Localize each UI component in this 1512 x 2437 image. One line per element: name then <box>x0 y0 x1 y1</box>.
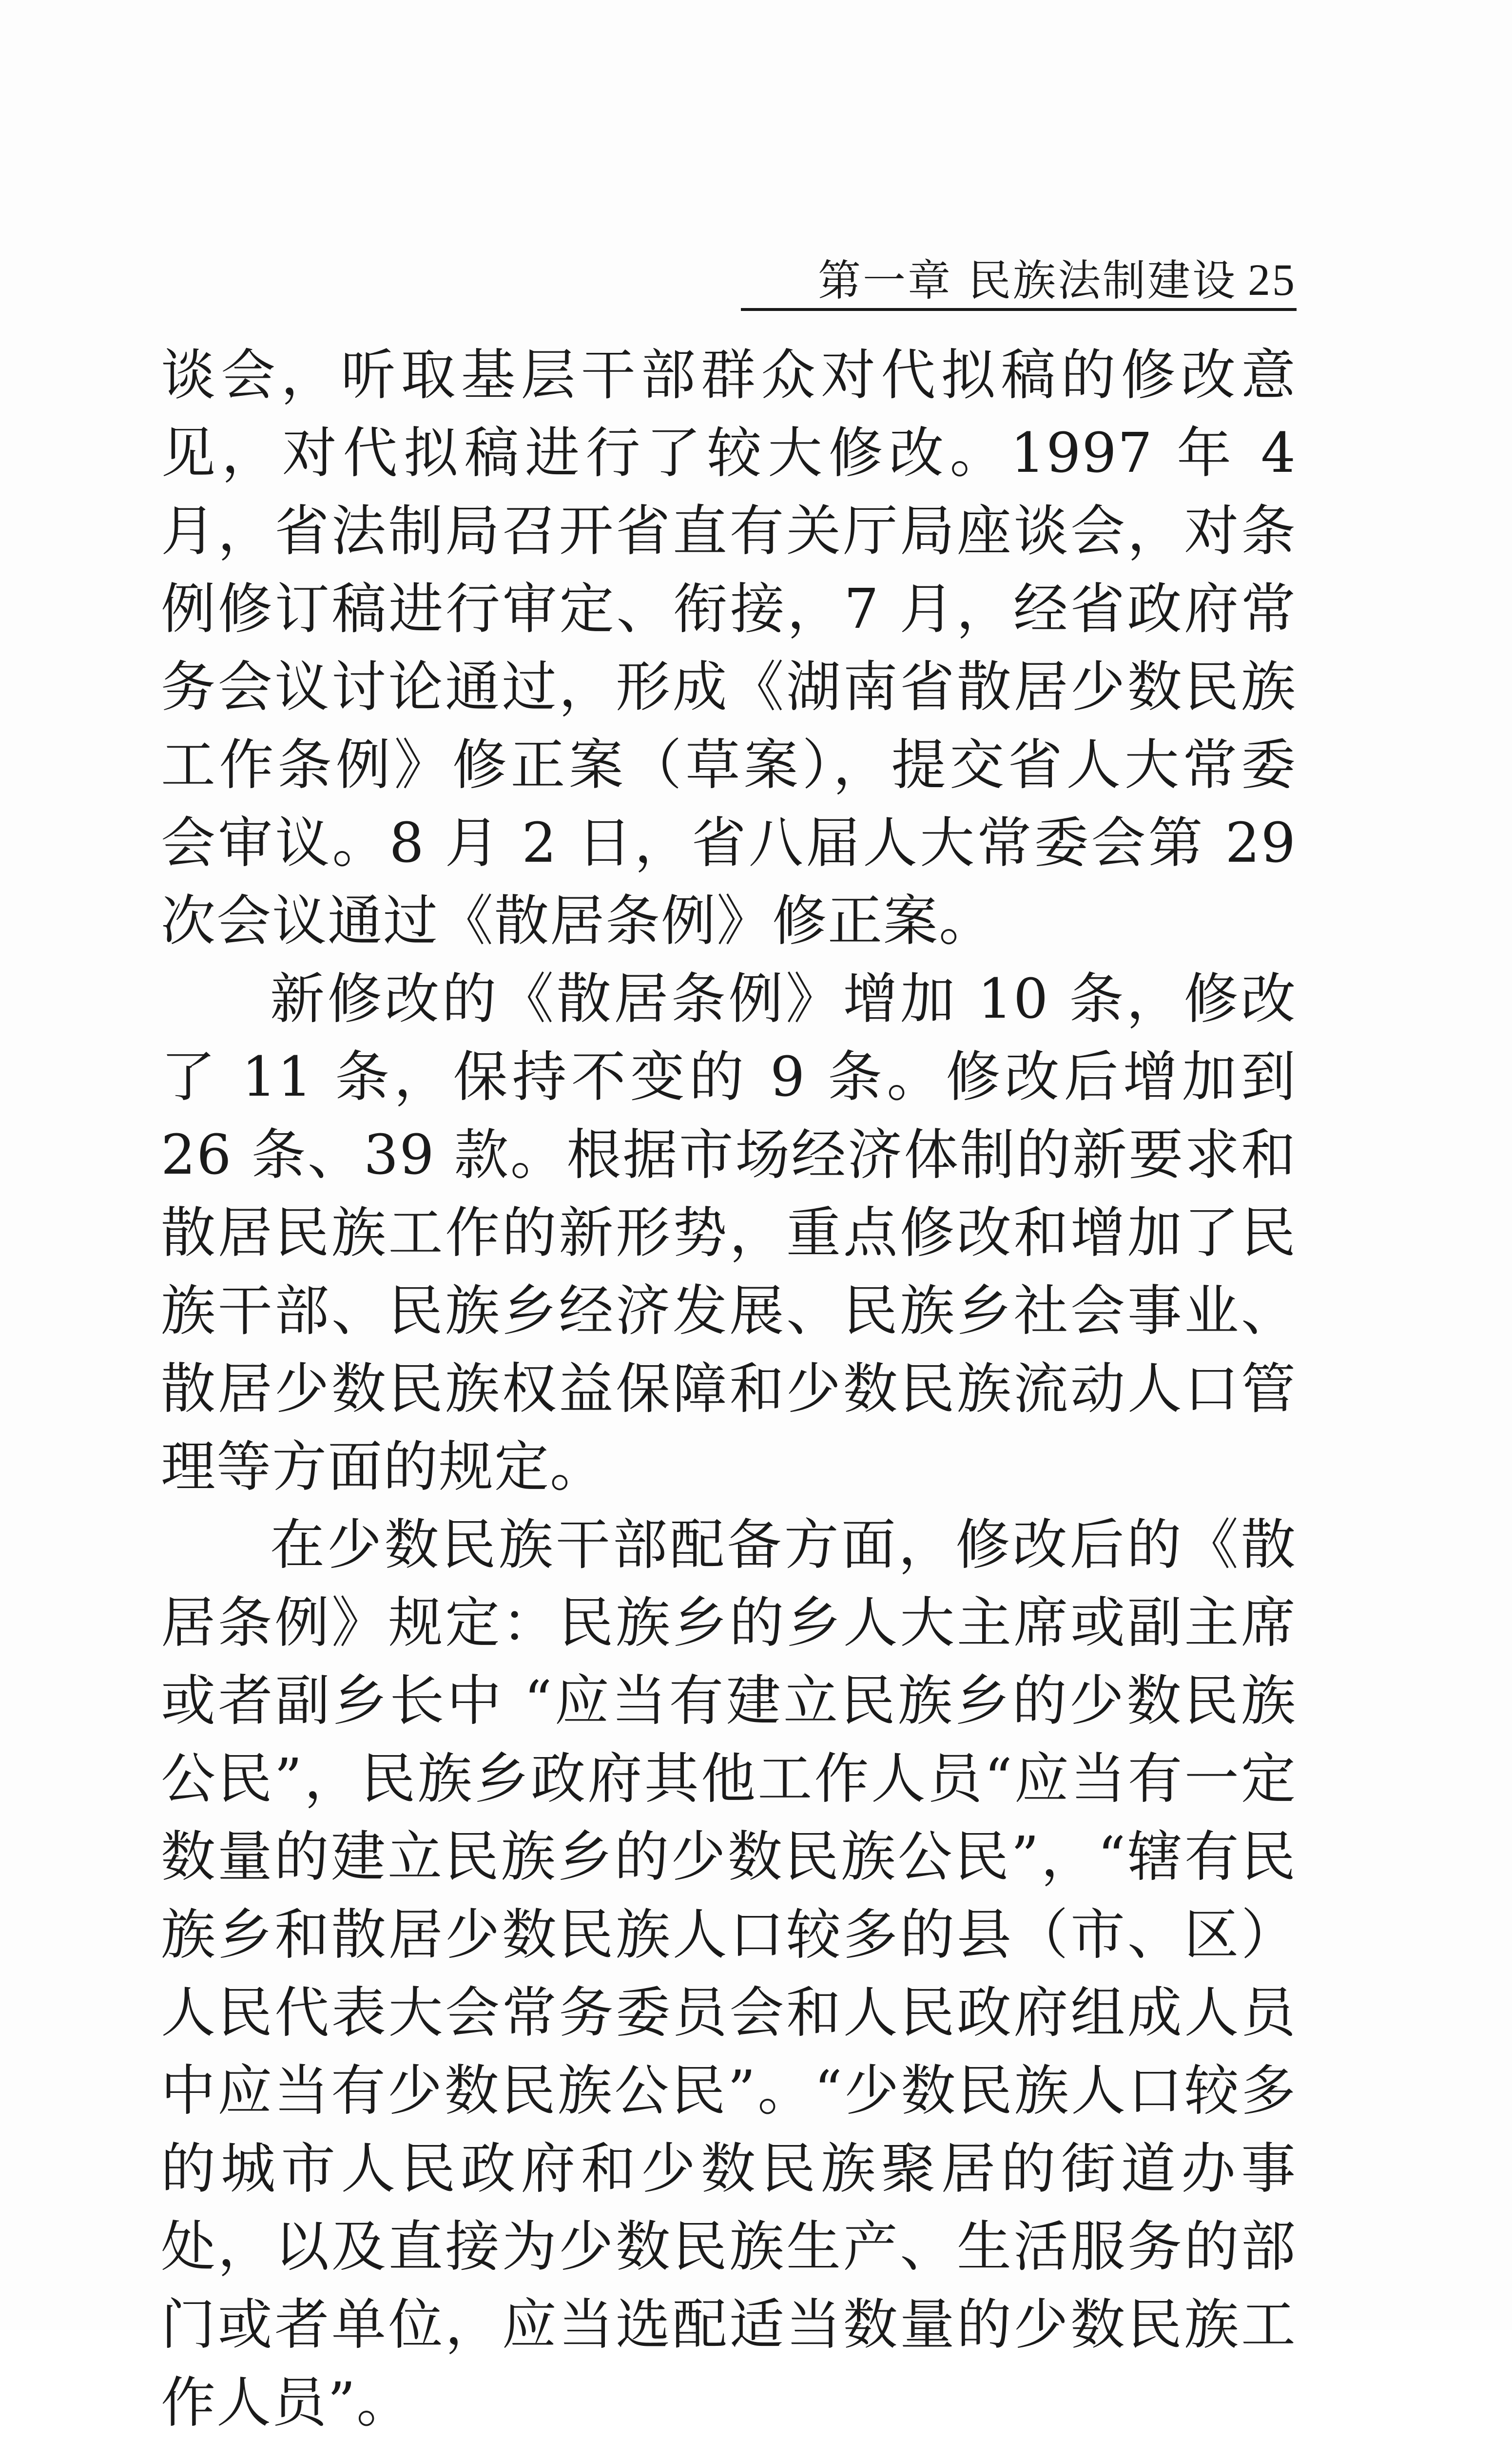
body-text <box>161 336 1297 2435</box>
chapter-title: 第一章 民族法制建设 <box>818 255 1237 306</box>
header-rule <box>741 308 1297 311</box>
paragraph: 新修改的《散居条例》增加 10 条，修改了 11 条，保持不变的 9 条。修改后增加到 26 条、39 款。根据市场经济体制的新要求和散居民族工作的新形势，重点修改和增加了民族干部、民族乡经济发展、民族乡社会事业、散居少数民族权益保障和少数民族流动人口管理等方面的规定。 <box>161 967 1297 1499</box>
paragraph-continued: 谈会，听取基层干部群众对代拟稿的修改意见，对代拟稿进行了较大修改。1997 年 4 月，省法制局召开省直有关厅局座谈会，对条例修订稿进行审定、衔接，7 月，经省政府常务会议讨论通过，形成《湖南省散居少数民族工作条例》修正案（草案），提交省人大常委会审议。8 月 2 日，省八届人大常委会第 29 次会议通过《散居条例》修正案。 <box>161 344 1297 953</box>
page-number: 25 <box>1248 255 1297 305</box>
paragraph: 在少数民族干部配备方面，修改后的《散居条例》规定：民族乡的乡人大主席或副主席或者副乡长中 “应当有建立民族乡的少数民族公民”，民族乡政府其他工作人员“应当有一定数量的建立民族乡的少数民族公民”，“辖有民族乡和散居少数民族人口较多的县（市、区）人民代表大会常务委员会和人民政府组成人员中应当有少数民族公民”。“少数民族人口较多的城市人民政府和少数民族聚居的街道办事处，以及直接为少数民族生产、生活服务的部门或者单位，应当选配适当数量的少数民族工作人员”。 <box>161 1513 1297 2435</box>
running-head <box>741 244 1297 306</box>
